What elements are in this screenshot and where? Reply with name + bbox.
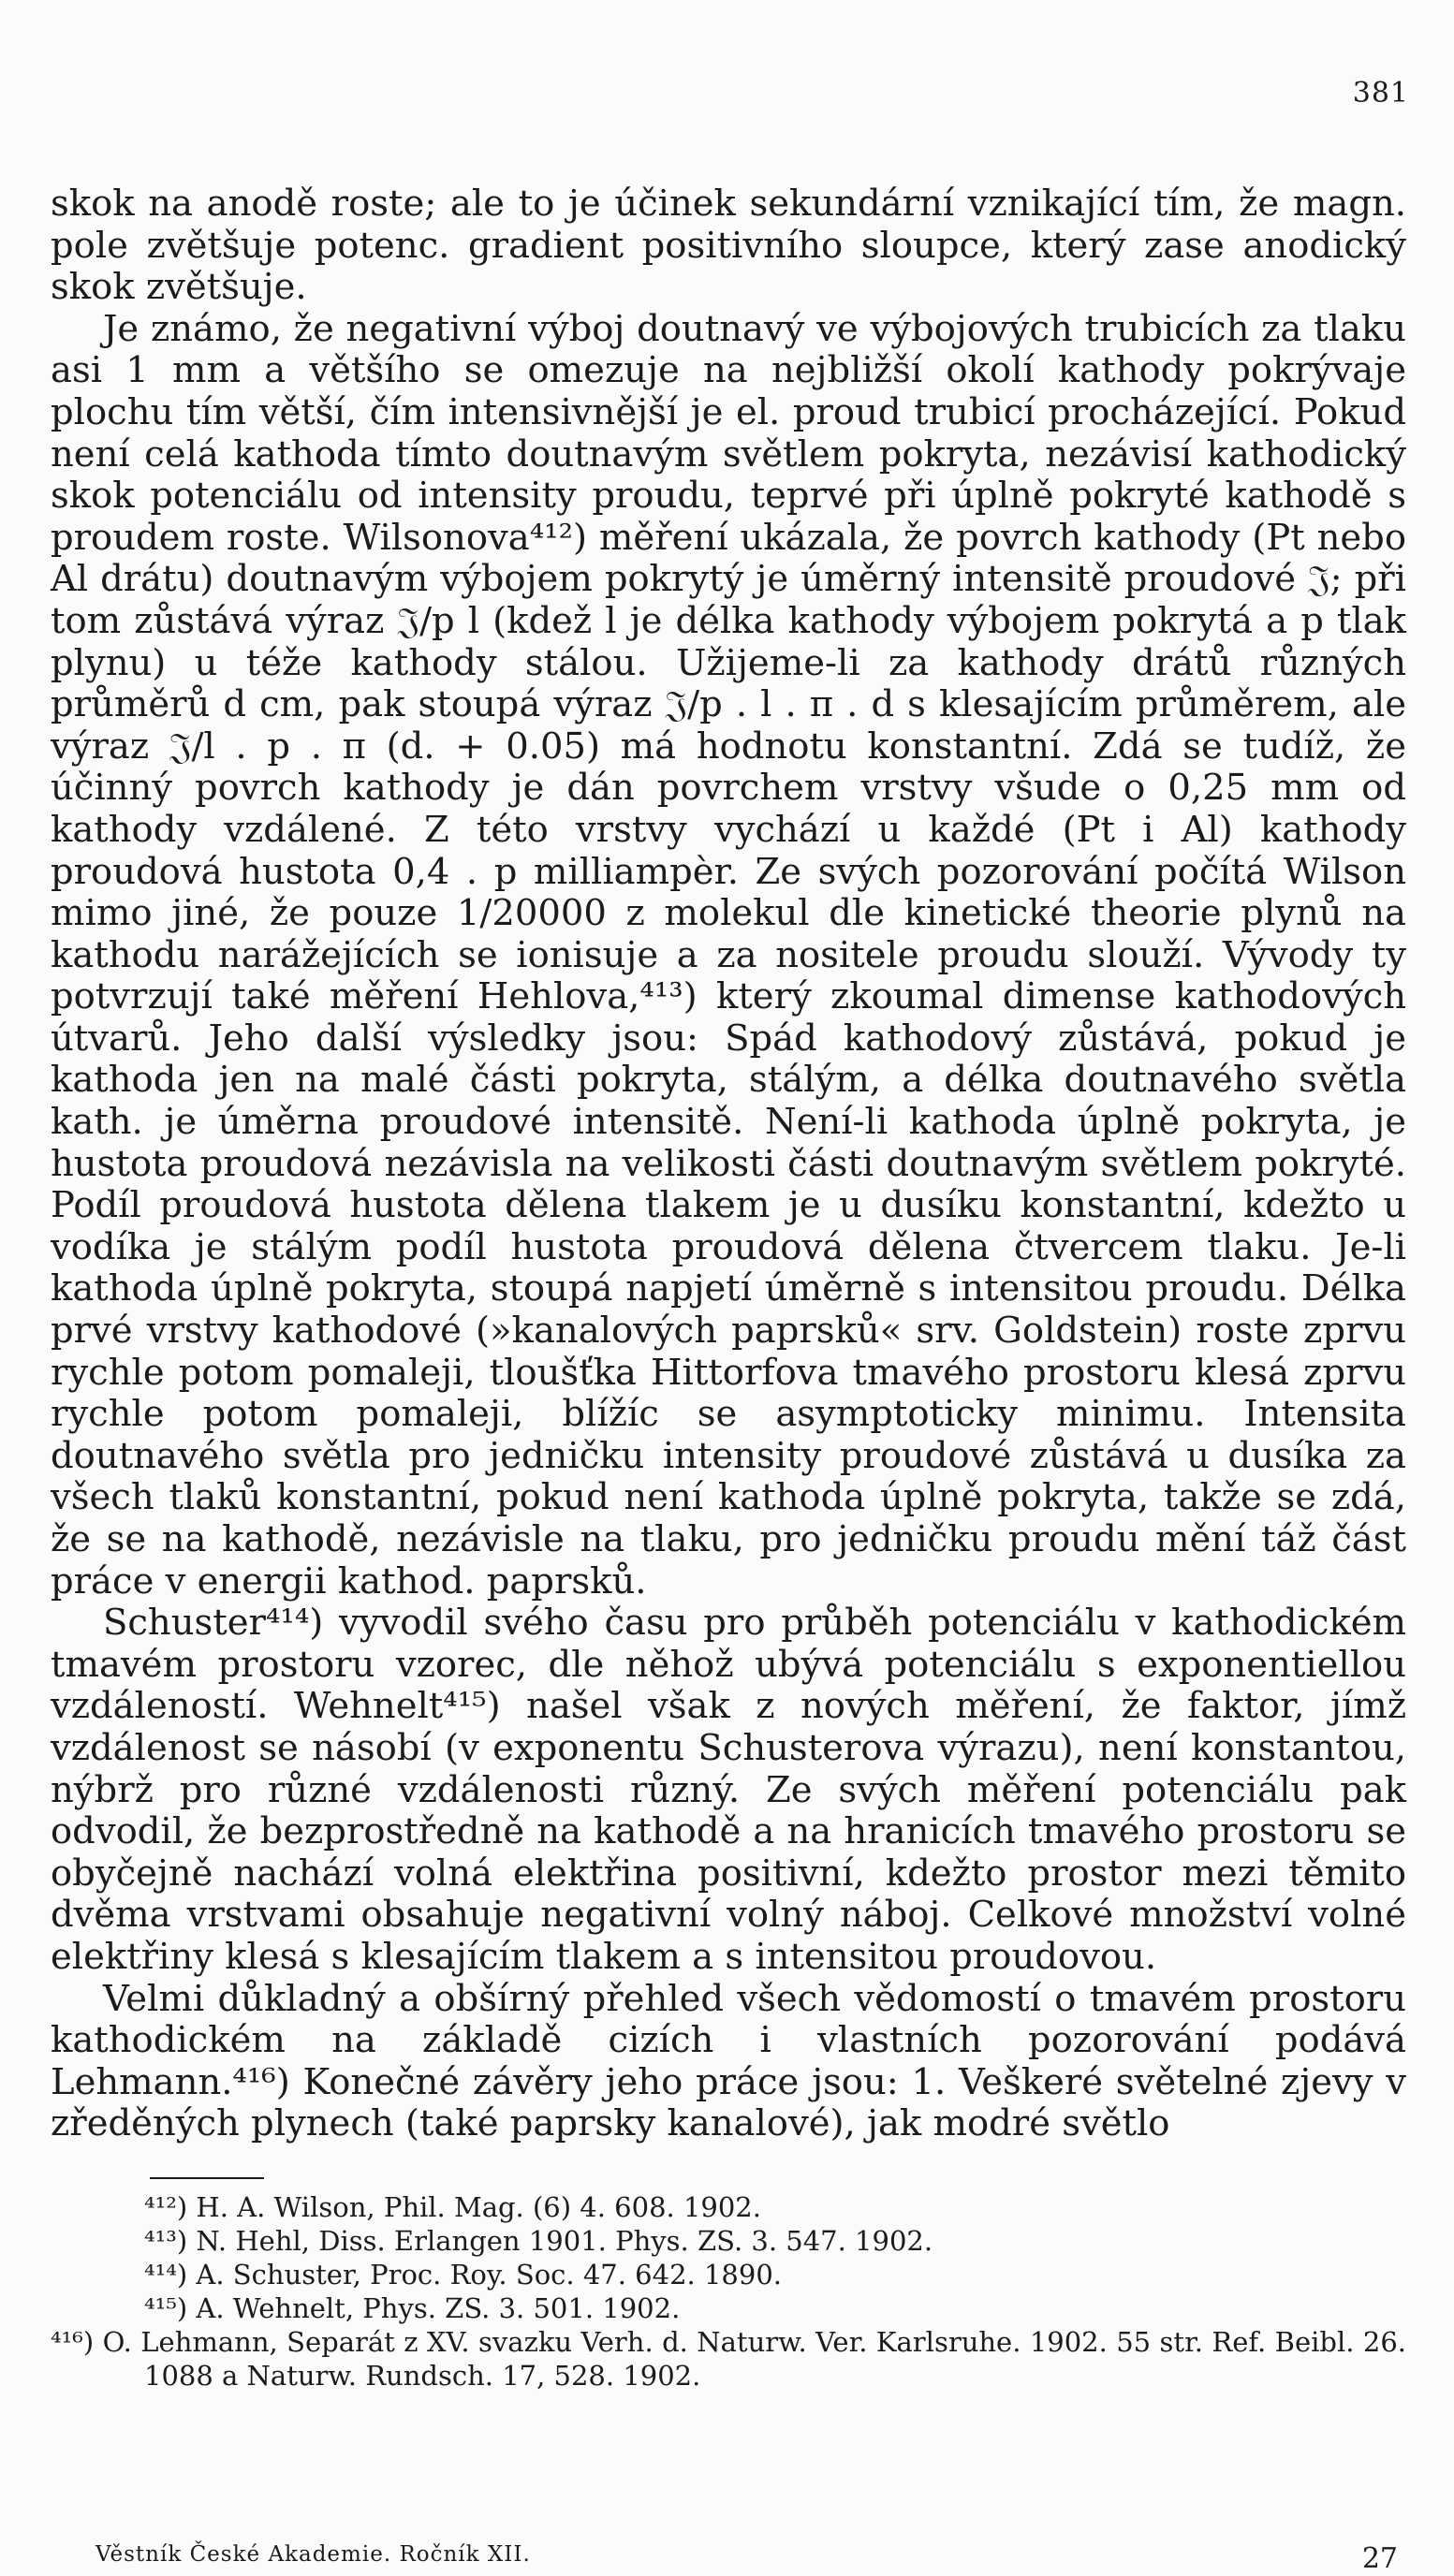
footnote-412: ⁴¹²) H. A. Wilson, Phil. Mag. (6) 4. 608. 1902. (144, 2191, 761, 2223)
paragraph-1: skok na anodě roste; ale to je účinek sekundární vznikající tím, že magn. pole zvětšuje potenc. gradient positivního sloupce, který zase anodický skok zvětšuje. (51, 183, 1406, 309)
footnote-416: ⁴¹⁶) O. Lehmann, Separát z XV. svazku Verh. d. Naturw. Ver. Karlsruhe. 1902. 55 str. Ref. Beibl. 26. 1088 a Naturw. Rundsch. 17, 528. 1902. (51, 2326, 1406, 2392)
footnote-414: ⁴¹⁴) A. Schuster, Proc. Roy. Soc. 47. 642. 1890. (144, 2259, 782, 2291)
paragraph-4: Velmi důkladný a obšírný přehled všech vědomostí o tmavém prostoru kathodickém na základě cizích i vlastních pozorování podává Lehmann.⁴¹⁶) Konečné závěry jeho práce jsou: 1. Veškeré světelné zjevy v zředěných plynech (také paprsky kanalové), jak modré světlo (51, 1977, 1406, 2145)
footnotes (51, 2190, 1406, 2393)
sheet-number: 27 (1361, 2542, 1398, 2575)
body-text (51, 183, 1406, 2145)
footnote-413: ⁴¹³) N. Hehl, Diss. Erlangen 1901. Phys. ZS. 3. 547. 1902. (144, 2225, 933, 2257)
footnote-415: ⁴¹⁵) A. Wehnelt, Phys. ZS. 3. 501. 1902. (144, 2292, 681, 2324)
paragraph-2: Je známo, že negativní výboj doutnavý ve výbojových trubicích za tlaku asi 1 mm a většího se omezuje na nejbližší okolí kathody pokrývaje plochu tím větší, čím intensivnější je el. proud trubicí procházející. Pokud není celá kathoda tímto doutnavým světlem pokryta, nezávisí kathodický skok potenciálu od intensity proudu, teprvé při úplně pokryté kathodě s proudem roste. Wilsonova⁴¹²) měření ukázala, že povrch kathody (Pt nebo Al drátu) doutnavým výbojem pokrytý je úměrný intensitě proudové 𝔍; při tom zůstává výraz 𝔍/p l (kdež l je délka kathody výbojem pokrytá a p tlak plynu) u téže kathody stálou. Užijeme-li za kathody drátů různých průměrů d cm, pak stoupá výraz 𝔍/p . l . π . d s klesajícím průměrem, ale výraz 𝔍/l . p . π (d. + 0.05) má hodnotu konstantní. Zdá se tudíž, že účinný povrch kathody je dán povrchem vrstvy všude o 0,25 mm od kathody vzdálené. Z této vrstvy vychází u každé (Pt i Al) kathody proudová hustota 0,4 . p milliampèr. Ze svých pozorování počítá Wilson mimo jiné, že pouze 1/20000 z molekul dle kinetické theorie plynů na kathodu narážejících se ionisuje a za nositele proudu slouží. Vývody ty potvrzují také měření Hehlova,⁴¹³) který zkoumal dimense kathodových útvarů. Jeho další výsledky jsou: Spád kathodový zůstává, pokud je kathoda jen na malé části pokryta, stálým, a délka doutnavého světla kath. je úměrna proudové intensitě. Není-li kathoda úplně pokryta, je hustota proudová nezávisla na velikosti části doutnavým světlem pokryté. Podíl proudová hustota dělena tlakem je u dusíku konstantní, kdežto u vodíka je stálým podíl hustota proudová dělena čtvercem tlaku. Je-li kathoda úplně pokryta, stoupá napjetí úměrně s intensitou proudu. Délka prvé vrstvy kathodové (»kanalových paprsků« srv. Goldstein) roste zprvu rychle potom pomaleji, tloušťka Hittorfova tmavého prostoru klesá zprvu rychle potom pomaleji, blížíc se asymptoticky minimu. Intensita doutnavého světla pro jedničku intensity proudové zůstává u dusíka za všech tlaků konstantní, pokud není kathoda úplně pokryta, takže se zdá, že se na kathodě, nezávisle na tlaku, pro jedničku proudu mění táž část práce v energii kathod. paprsků. (51, 307, 1406, 1603)
page-number: 381 (1352, 77, 1409, 110)
paragraph-3: Schuster⁴¹⁴) vyvodil svého času pro průběh potenciálu v kathodickém tmavém prostoru vzorec, dle něhož ubývá potenciálu s exponentiellou vzdáleností. Wehnelt⁴¹⁵) našel však z nových měření, že faktor, jímž vzdálenost se násobí (v exponentu Schusterova výrazu), není konstantou, nýbrž pro různé vzdálenosti různý. Ze svých měření potenciálu pak odvodil, že bezprostředně na kathodě a na hranicích tmavého prostoru se obyčejně nachází volná elektřina positivní, kdežto prostor mezi těmito dvěma vrstvami obsahuje negativní volný náboj. Celkové množství volné elektřiny klesá s klesajícím tlakem a s intensitou proudovou. (51, 1602, 1406, 1978)
footnote-separator (150, 2177, 264, 2179)
journal-title: Věstník České Akademie. Ročník XII. (95, 2542, 531, 2567)
